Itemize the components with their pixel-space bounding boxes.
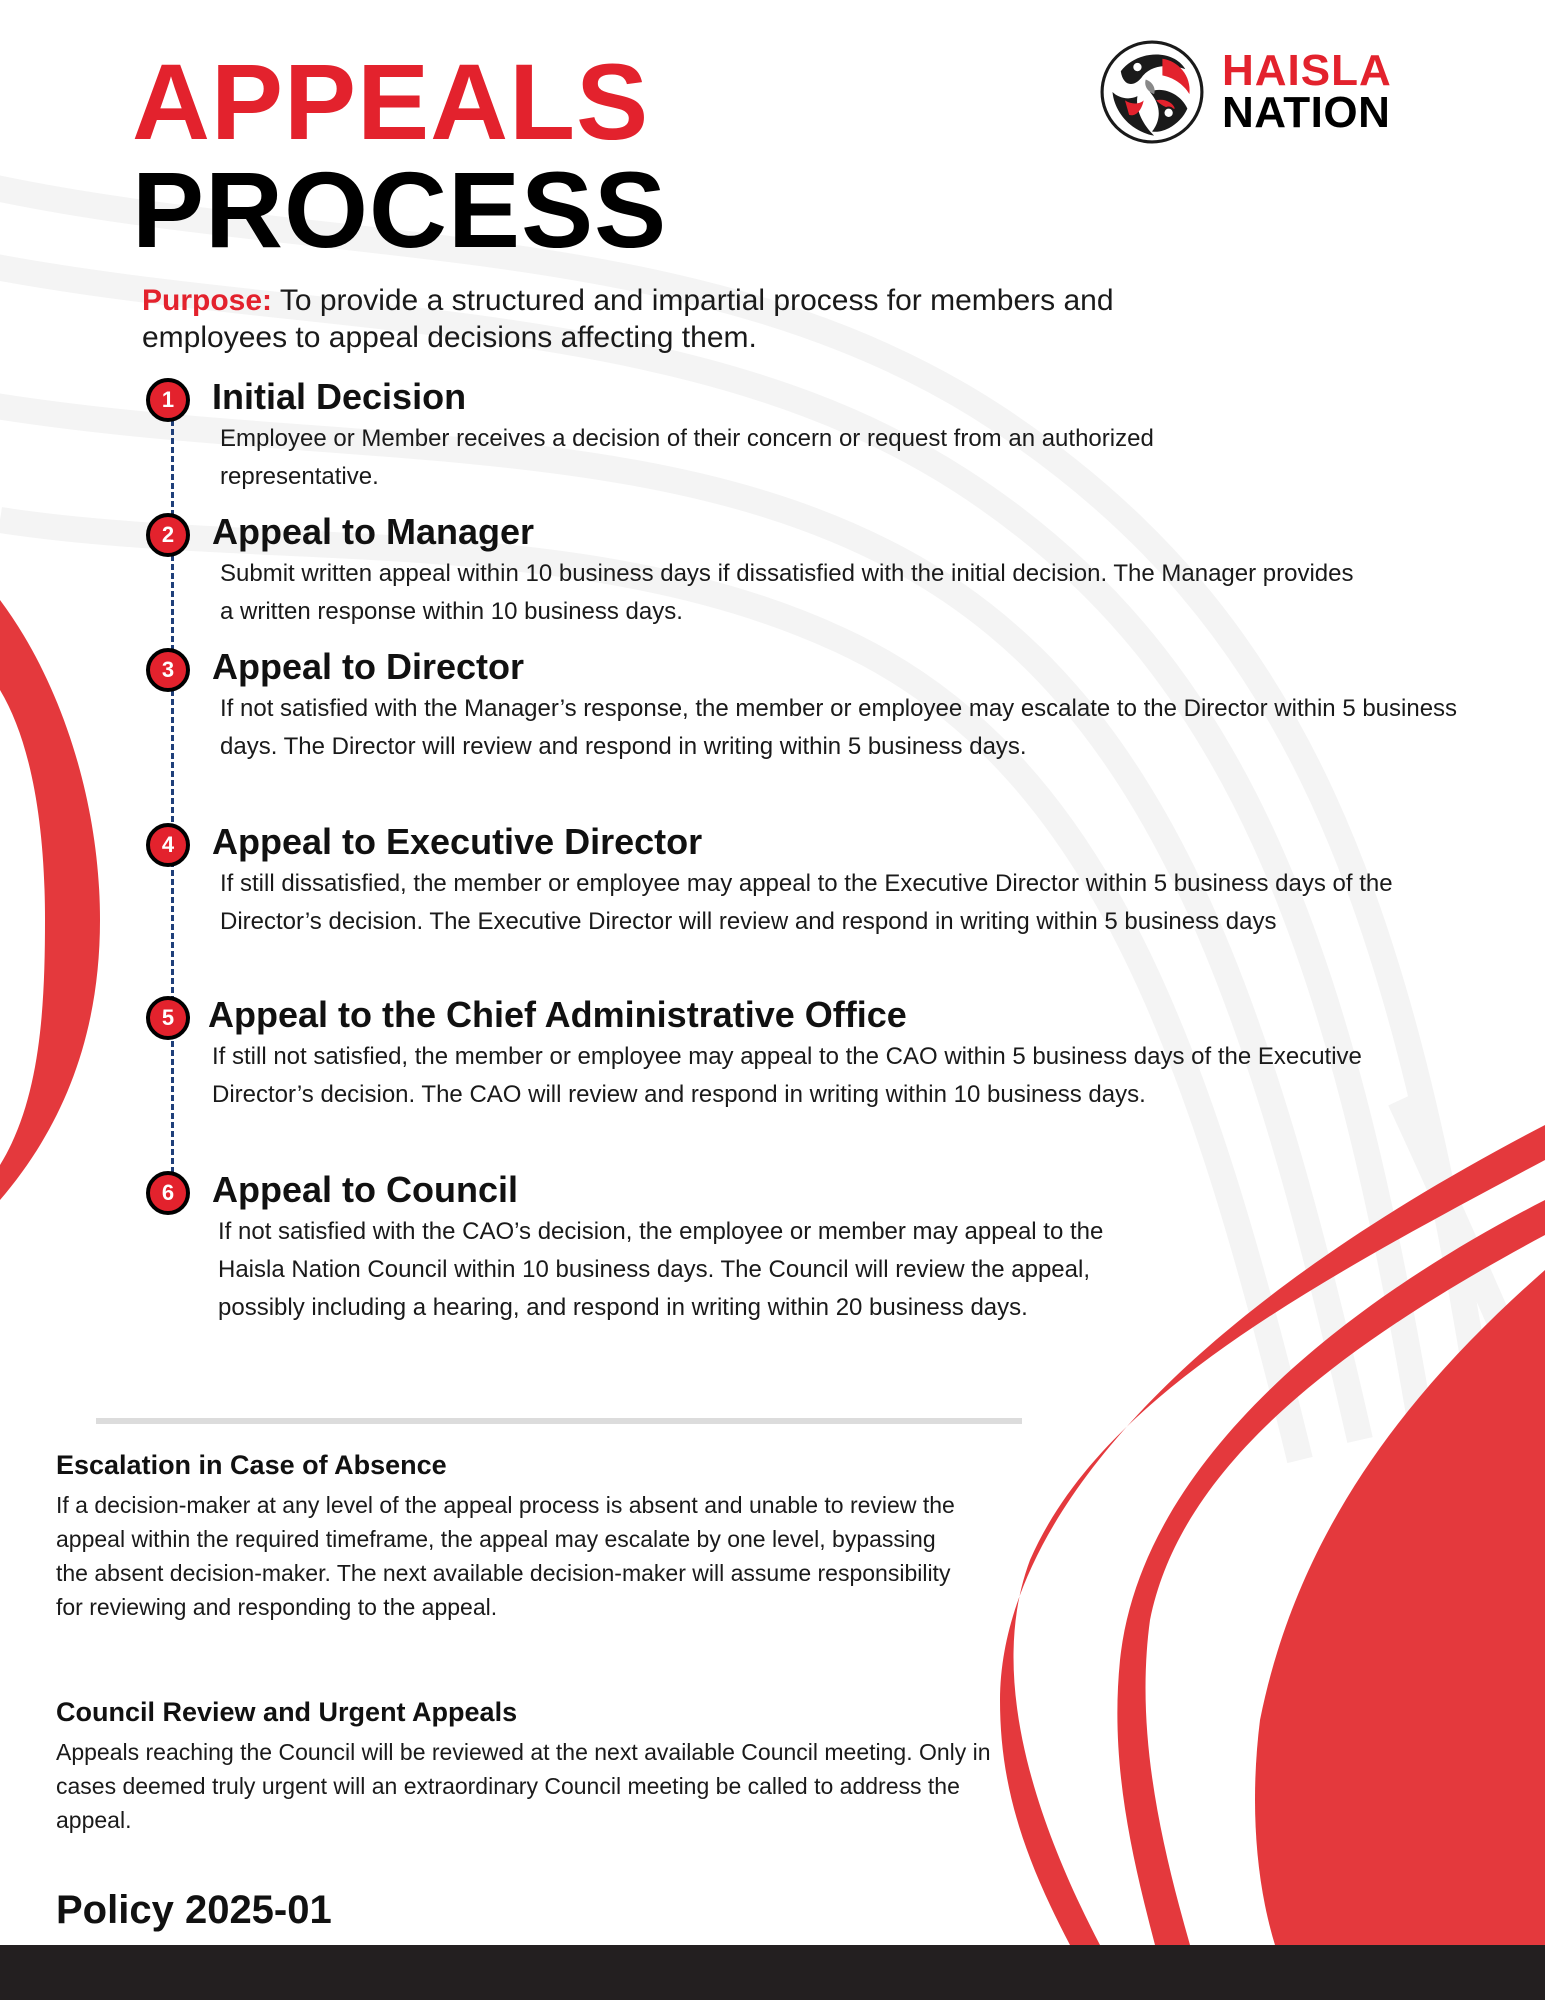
step-number-badge: 3 bbox=[146, 648, 190, 692]
left-red-arc bbox=[0, 600, 100, 1200]
council-review-body: Appeals reaching the Council will be reviewed at the next available Council meeting. Only in cases deemed truly urgent will an extraordinary Council meeting be called to address the appeal. bbox=[56, 1739, 991, 1833]
step-description: If not satisfied with the CAO’s decision, the employee or member may appeal to the Haisla Nation Council within 10 business days. The Council will review the appeal, possibly including a hearing, and respond in writing within 20 business days. bbox=[218, 1218, 1104, 1321]
escalation-body: If a decision-maker at any level of the appeal process is absent and unable to review the appeal within the required timeframe, the appeal may escalate by one level, bypassing the absent decision-maker. The next available decision-maker will assume responsibility for reviewing and responding to the appeal. bbox=[56, 1492, 955, 1620]
haisla-nation-logo bbox=[1100, 40, 1392, 144]
step-number-badge: 6 bbox=[146, 1171, 190, 1215]
step-description: If still not satisfied, the member or employee may appeal to the CAO within 5 business days of the Executive Director’s decision. The CAO will review and respond in writing within 10 business days. bbox=[212, 1043, 1362, 1108]
step-title: Appeal to Director bbox=[212, 646, 525, 687]
step-number-badge: 4 bbox=[146, 823, 190, 867]
step-number-badge: 5 bbox=[146, 996, 190, 1040]
step-description: If still dissatisfied, the member or employee may appeal to the Executive Director within 5 business days of the Director’s decision. The Executive Director will review and respond in writing within 5 business days bbox=[220, 870, 1393, 935]
page-title-line-2: PROCESS bbox=[132, 149, 668, 270]
escalation-heading: Escalation in Case of Absence bbox=[56, 1450, 447, 1480]
step-title: Appeal to Executive Director bbox=[212, 821, 703, 862]
step-title: Initial Decision bbox=[212, 376, 467, 417]
purpose-label: Purpose: bbox=[142, 284, 273, 317]
purpose-text: To provide a structured and impartial process for members and employees to appeal decisions affecting them. bbox=[142, 284, 1114, 354]
section-divider bbox=[96, 1418, 1022, 1424]
step-description: Submit written appeal within 10 business days if dissatisfied with the initial decision. The Manager provides a written response within 10 business days. bbox=[220, 560, 1354, 625]
logo-wordmark bbox=[1222, 46, 1392, 137]
step-title: Appeal to the Chief Administrative Office bbox=[208, 994, 907, 1035]
step-description: Employee or Member receives a decision of their concern or request from an authorized representative. bbox=[220, 425, 1154, 490]
page-title-line-1: APPEALS bbox=[132, 41, 650, 162]
policy-number: Policy 2025-01 bbox=[56, 1888, 332, 1932]
step-number-badge: 2 bbox=[146, 513, 190, 557]
step-number-badge: 1 bbox=[146, 378, 190, 422]
council-review-heading: Council Review and Urgent Appeals bbox=[56, 1697, 518, 1727]
logo-text-haisla: HAISLA bbox=[1222, 46, 1392, 96]
logo-text-nation: NATION bbox=[1222, 88, 1391, 137]
footer-bar bbox=[0, 1945, 1545, 2000]
purpose-statement bbox=[142, 282, 1142, 356]
step-title: Appeal to Manager bbox=[212, 511, 535, 552]
haisla-emblem-icon bbox=[1100, 40, 1204, 144]
step-description: If not satisfied with the Manager’s response, the member or employee may escalate to the Director within 5 business days. The Director will review and respond in writing within 5 business days. bbox=[220, 695, 1458, 760]
step-title: Appeal to Council bbox=[212, 1169, 518, 1210]
